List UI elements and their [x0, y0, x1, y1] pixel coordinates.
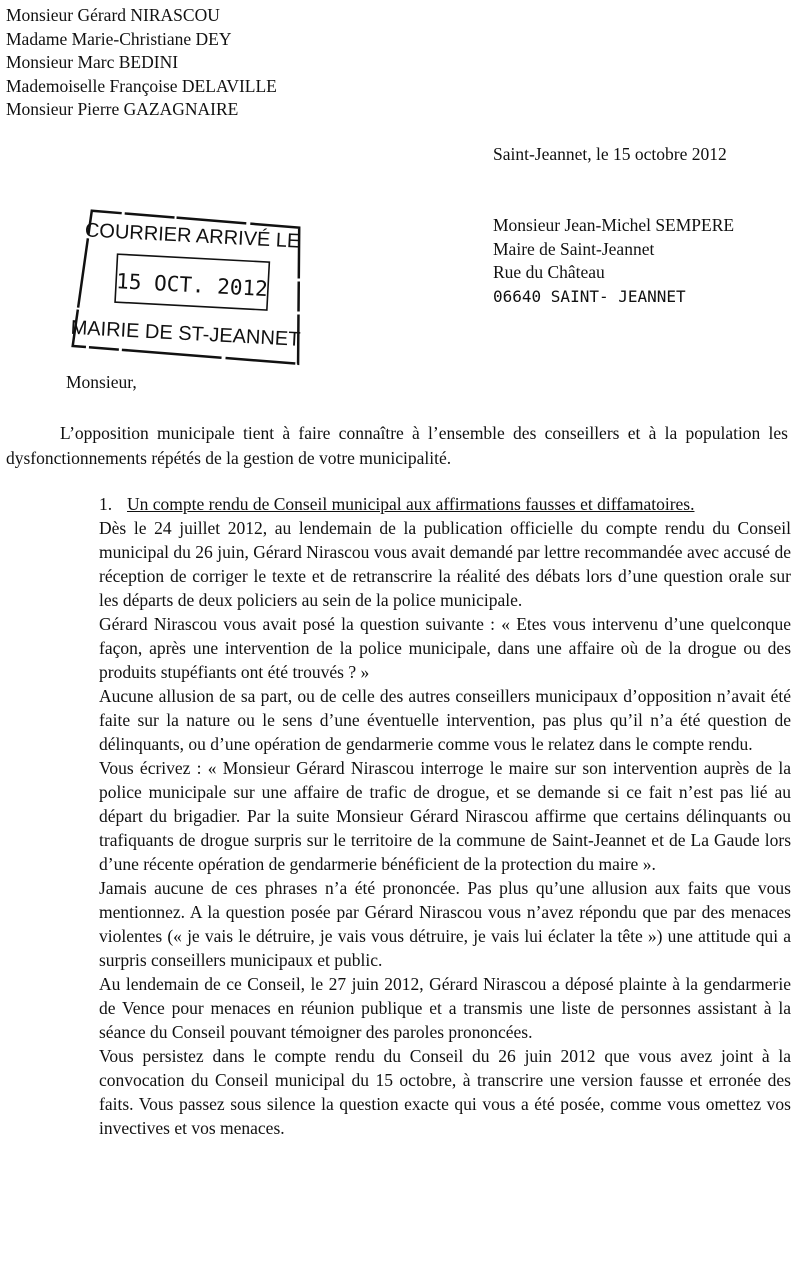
date-line: Saint-Jeannet, le 15 octobre 2012 [493, 144, 727, 164]
intro-text: L’opposition municipale tient à faire connaître à l’ensemble des conseillers et à la population les dysfonctionnements répétés de la gestion de votre municipalité. [6, 423, 788, 468]
body-paragraph: Aucune allusion de sa part, ou de celle des autres conseillers municipaux d’opposition n’avait été faite sur la nature ou le sens d’une éventuelle intervention, pas plus qu’il n’a été question de délinquants, ou d’une opération de gendarmerie comme vous le relatez dans le compte rendu. [99, 686, 791, 754]
received-stamp [70, 202, 310, 370]
recipient-name: Monsieur Jean-Michel SEMPERE [493, 215, 735, 235]
body-paragraph: Dès le 24 juillet 2012, au lendemain de la publication officielle du compte rendu du Conseil municipal du 26 juin, Gérard Nirascou vous avait demandé par lettre recommandée avec accusé de réception de corriger le texte et de retranscrire la réalité des débats lors d’une question orale sur les départs de deux policiers au sein de la police municipale. [99, 518, 791, 610]
senders-block [6, 4, 277, 122]
body-paragraph: Vous persistez dans le compte rendu du Conseil du 26 juin 2012 que vous avez joint à la convocation du Conseil municipal du 15 octobre, à transcrire une version fausse et erronée des faits. Vous passez sous silence la question exacte qui vous a été posée, comme vous omettez vos invectives et vos menaces. [99, 1046, 791, 1138]
body-paragraph: Jamais aucune de ces phrases n’a été prononcée. Pas plus qu’une allusion aux faits que vous mentionnez. A la question posée par Gérard Nirascou vous n’avez répondu que par des menaces violentes (« je vais le détruire, je vais vous détruire, je vais lui éclater la tête ») une attitude qui a surpris conseillers municipaux et public. [99, 878, 791, 970]
salutation: Monsieur, [66, 372, 137, 392]
body-paragraph: Vous écrivez : « Monsieur Gérard Nirascou interroge le maire sur son intervention auprès de la police municipale sur une affaire de trafic de drogue, et se demande si ce fait n’est pas lié au départ du brigadier. Par la suite Monsieur Gérard Nirascou affirme que certains délinquants ou trafiquants de drogue surpris sur le territoire de la commune de Saint-Jeannet et de La Gaude lors d’une récente opération de gendarmerie bénéficient de la protection du maire ». [99, 758, 791, 874]
body-paragraph: Gérard Nirascou vous avait posé la question suivante : « Etes vous intervenu d’une quelconque façon, après une intervention de la police municipale, dans une affaire où de la drogue ou des produits stupéfiants ont été trouvés ? » [99, 614, 791, 682]
recipient-street: Rue du Château [493, 262, 605, 282]
intro-paragraph [6, 421, 788, 471]
body-paragraph: Au lendemain de ce Conseil, le 27 juin 2012, Gérard Nirascou a déposé plainte à la gendarmerie de Vence pour menaces en réunion publique et a transmis une liste de personnes assistant à la séance du Conseil pouvant témoigner des paroles prononcées. [99, 974, 791, 1042]
sender-name: Monsieur Pierre GAZAGNAIRE [6, 99, 239, 119]
sender-name: Monsieur Gérard NIRASCOU [6, 5, 220, 25]
section-heading [99, 492, 791, 516]
stamp-bottom-text: MAIRIE DE ST-JEANNET [70, 316, 301, 351]
sender-name: Madame Marie-Christiane DEY [6, 28, 232, 49]
recipient-title: Maire de Saint-Jeannet [493, 238, 655, 259]
section-title: Un compte rendu de Conseil municipal aux affirmations fausses et diffamatoires. [127, 494, 695, 514]
stamp-top-text: COURRIER ARRIVÉ LE [84, 219, 301, 253]
section-number: 1. [99, 494, 113, 514]
stamp-date: 15 OCT. 2012 [115, 269, 269, 302]
recipient-city: 06640 SAINT- JEANNET [493, 286, 686, 306]
section-1 [99, 492, 791, 1140]
recipient-address [493, 214, 734, 308]
sender-name: Mademoiselle Françoise DELAVILLE [6, 75, 277, 96]
sender-name: Monsieur Marc BEDINI [6, 52, 179, 72]
